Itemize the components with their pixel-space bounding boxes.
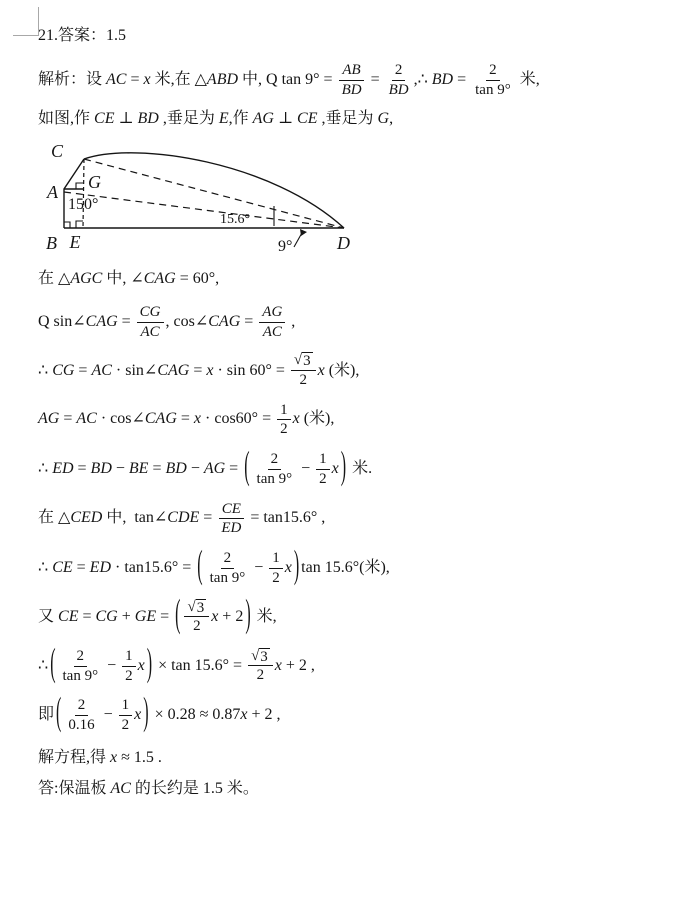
math-text: 2 [223, 550, 232, 567]
math-text: 2 [270, 451, 279, 468]
answer-line [38, 26, 681, 47]
math-text: , [287, 312, 296, 330]
math-variable: ED [89, 558, 111, 576]
math-text: ≈ 1.5 . [117, 748, 162, 766]
math-variable: AB [342, 61, 361, 78]
fraction [472, 61, 514, 100]
math-variable: BD [431, 70, 454, 88]
math-text: 2 [76, 647, 85, 664]
fraction-denominator [254, 470, 296, 489]
math-variable: AC [106, 70, 127, 88]
math-text: 1 [280, 401, 288, 418]
math-text: = [189, 361, 207, 379]
math-variable: x [211, 607, 219, 625]
diagram-marks [64, 183, 303, 247]
leader-arrowhead [300, 229, 307, 236]
math-text: ∴ [38, 558, 53, 576]
math-variable: CDE [167, 509, 200, 527]
fraction-denominator [296, 371, 310, 390]
solution-step-numeric [38, 692, 681, 735]
math-variable: x [193, 410, 202, 428]
solution-step-AG [38, 401, 681, 440]
math-text: 在 △ [38, 509, 71, 527]
fraction-denominator [316, 470, 330, 489]
math-text: − [103, 656, 121, 674]
point-label-E: E [69, 232, 81, 253]
fraction-denominator [122, 667, 136, 686]
diagram-dashed-lines [64, 159, 344, 228]
math-variable: AG [203, 459, 226, 477]
math-text: (米), [299, 410, 335, 428]
math-text: 中, tan∠ [102, 509, 168, 527]
math-text: 米. [348, 459, 373, 477]
fraction [207, 549, 249, 588]
big-left-paren: ( [244, 446, 250, 489]
fraction-denominator [339, 81, 365, 100]
math-variable: ED [52, 459, 74, 477]
math-variable: CE [297, 110, 318, 128]
fraction-numerator [269, 549, 283, 569]
math-text: ⊥ [273, 110, 298, 128]
big-right-paren: ) [293, 545, 300, 588]
math-variable: GE [134, 607, 157, 625]
math-text: = [72, 558, 90, 576]
margin-corner-mark [13, 7, 39, 36]
solution-step-CE-sum [38, 594, 681, 636]
math-text: = [366, 70, 384, 88]
math-text: · cos∠ [96, 410, 145, 428]
point-label-A: A [47, 182, 58, 203]
math-text: , cos∠ [165, 312, 209, 330]
fraction [316, 450, 330, 489]
radical-sign: √ [251, 647, 260, 664]
fraction-denominator [119, 716, 133, 735]
dashed-CD [84, 159, 344, 228]
math-text: + [117, 607, 135, 625]
math-text: = [148, 459, 166, 477]
fraction-denominator [138, 323, 163, 342]
fraction-numerator [291, 352, 316, 371]
solve-result-line [38, 748, 681, 769]
fraction-denominator [386, 81, 412, 100]
math-text: + 2 , [247, 706, 281, 724]
solution-step-triangle-AGC [38, 269, 681, 290]
point-label-B: B [46, 233, 57, 254]
fraction-numerator [219, 500, 244, 520]
math-variable: AC [140, 323, 160, 340]
math-text: 1 [272, 550, 280, 567]
math-variable: AC [110, 779, 131, 797]
math-text: 21.答案：1.5 [38, 27, 127, 44]
math-text: = [156, 607, 174, 625]
square-root [294, 352, 313, 370]
math-text: 2 [272, 569, 280, 586]
fraction [269, 549, 283, 588]
fraction-denominator [218, 519, 244, 538]
radical-sign: √ [293, 352, 303, 369]
math-variable: x [274, 656, 282, 674]
math-text: − [297, 459, 315, 477]
math-text: ⊥ [114, 110, 138, 128]
solution-step-triangle-CED [38, 500, 681, 539]
math-variable: BE [128, 459, 149, 477]
fraction-numerator [259, 303, 285, 323]
math-variable: CE [52, 558, 73, 576]
math-text: = 60°, [175, 270, 220, 288]
fraction [277, 401, 291, 440]
right-angle-mark-G [76, 183, 83, 189]
math-text: − [99, 706, 117, 724]
math-variable: CG [95, 607, 118, 625]
math-text: 2 [77, 697, 86, 714]
fraction-numerator [486, 61, 500, 81]
fraction [386, 61, 412, 100]
math-text: 1 [319, 451, 327, 468]
fraction [60, 647, 102, 686]
math-text: 又 [38, 607, 59, 625]
construction-line [38, 109, 681, 130]
math-variable: x [206, 361, 214, 379]
math-text: = [74, 361, 92, 379]
fraction-denominator [269, 569, 283, 588]
fraction-numerator [221, 549, 235, 569]
solution-step-sin-cos [38, 303, 681, 342]
math-variable: x [134, 706, 142, 724]
math-text: 的长约是 1.5 米。 [130, 779, 259, 797]
math-text: 2 [280, 421, 288, 438]
fraction [119, 696, 133, 735]
math-variable: CE [221, 500, 241, 517]
big-left-paren: ( [56, 692, 62, 735]
solution-step-CG [38, 352, 681, 389]
math-variable: E [218, 110, 229, 128]
math-text: 中, Q tan 9° = [238, 70, 337, 88]
curve-CD [84, 153, 344, 228]
fraction-numerator [119, 696, 133, 716]
angle-label-9: 9° [278, 238, 293, 256]
math-text: , [389, 110, 394, 128]
math-text: tan 9° [256, 470, 293, 487]
fraction-denominator [60, 667, 102, 686]
math-variable: CE [58, 607, 79, 625]
big-left-paren: ( [50, 643, 56, 685]
left-edge-BAC [64, 159, 84, 228]
math-variable: x [317, 361, 325, 379]
solution-content [38, 26, 681, 799]
big-left-paren: ( [175, 594, 181, 636]
math-variable: CAG [143, 270, 176, 288]
math-variable: CED [70, 509, 103, 527]
math-variable: AG [252, 110, 274, 128]
math-text: = [240, 312, 258, 330]
fraction-denominator [277, 420, 291, 439]
math-text: 2 [489, 61, 497, 78]
fraction-denominator [472, 81, 514, 100]
math-text: ∴ [38, 656, 49, 674]
fraction-numerator [392, 61, 406, 81]
math-variable: CAG [85, 312, 118, 330]
radicand: 3 [303, 353, 311, 370]
radicand: 3 [260, 648, 268, 665]
fraction-numerator [137, 303, 164, 323]
math-text: = [453, 70, 471, 88]
analysis-line [38, 61, 681, 100]
math-text: ∴ [38, 459, 53, 477]
math-text: + 2 , [281, 656, 315, 674]
math-text: · sin∠ [111, 361, 158, 379]
conclusion-line [38, 779, 681, 800]
big-right-paren: ) [340, 446, 347, 489]
math-text: = tan15.6° , [246, 509, 326, 527]
fraction-denominator [65, 716, 97, 735]
big-right-paren: ) [143, 692, 149, 735]
math-text: tan 15.6°(米), [301, 558, 390, 576]
math-text: Q sin∠ [38, 312, 86, 330]
math-variable: BD [388, 81, 409, 98]
math-variable: CG [139, 303, 161, 320]
math-text: = [59, 410, 77, 428]
math-text: tan 9° [209, 569, 246, 586]
math-variable: x [143, 70, 151, 88]
math-variable: x [331, 459, 339, 477]
solution-step-ED [38, 446, 681, 489]
math-text: × 0.28 ≈ 0.87 [150, 706, 241, 724]
fraction-numerator [184, 599, 209, 618]
math-variable: ABD [206, 70, 239, 88]
math-text: = [73, 459, 91, 477]
math-variable: x [110, 748, 118, 766]
math-variable: CE [94, 110, 115, 128]
math-text: 米, [515, 70, 540, 88]
math-variable: ED [221, 520, 242, 537]
math-text: 答:保温板 [38, 779, 111, 797]
math-text: + 2 [218, 607, 244, 625]
math-variable: AC [262, 323, 282, 340]
fraction-denominator [190, 617, 204, 636]
math-text: 2 [394, 61, 403, 78]
math-variable: BD [137, 110, 159, 128]
fraction [184, 599, 209, 636]
math-text: 2 [319, 470, 327, 487]
math-text: 2 [125, 667, 133, 684]
math-variable: x [292, 410, 300, 428]
angle-label-150: 150° [68, 196, 99, 214]
fraction-numerator [277, 401, 291, 421]
fraction [122, 647, 136, 686]
math-text: = [176, 410, 194, 428]
math-text: 米, [252, 607, 277, 625]
math-text: ,垂足为 [158, 110, 219, 128]
math-text: 米,在 △ [150, 70, 207, 88]
fraction [65, 696, 97, 735]
point-label-D: D [337, 233, 350, 254]
math-text: = [199, 509, 217, 527]
math-text: − [111, 459, 129, 477]
math-text: 1 [125, 647, 133, 664]
math-text: 2 [121, 717, 130, 734]
right-angle-mark-B [64, 222, 70, 228]
math-variable: x [284, 558, 292, 576]
fraction [248, 648, 273, 685]
fraction-numerator [74, 647, 88, 667]
math-text: tan 9° [475, 81, 511, 98]
math-variable: AG [38, 410, 60, 428]
math-text: ,作 [228, 110, 253, 128]
math-text: × tan 15.6° = [154, 656, 247, 674]
math-text: ,垂足为 [317, 110, 378, 128]
fraction-numerator [316, 450, 330, 470]
fraction [254, 450, 296, 489]
math-variable: AC [91, 361, 112, 379]
square-root [251, 648, 270, 666]
math-text: 2 [299, 371, 307, 388]
math-text: 中, ∠ [102, 270, 144, 288]
math-text: ∴ [38, 361, 53, 379]
fraction-numerator [339, 61, 363, 81]
fraction [339, 61, 365, 100]
math-variable: CAG [208, 312, 241, 330]
math-text: = [225, 459, 243, 477]
fraction [218, 500, 244, 539]
fraction [291, 352, 316, 389]
math-variable: CG [52, 361, 75, 379]
math-text: − [186, 459, 204, 477]
math-variable: AGC [70, 270, 103, 288]
math-variable: CAG [144, 410, 177, 428]
math-variable: AG [262, 303, 283, 320]
math-text: = [117, 312, 135, 330]
math-text: · tan15.6° = [111, 558, 196, 576]
math-text: 解方程,得 [38, 748, 111, 766]
math-text: (米), [324, 361, 360, 379]
geometry-diagram [22, 136, 367, 261]
fraction-numerator [75, 696, 89, 716]
fraction-denominator [260, 323, 285, 342]
fraction-numerator [268, 450, 282, 470]
right-angle-mark-E [76, 221, 83, 228]
math-text: 0.16 [68, 717, 95, 734]
math-text: − [250, 558, 268, 576]
dashed-CE [83, 159, 84, 228]
math-text: = [126, 70, 144, 88]
fraction-denominator [207, 569, 249, 588]
math-variable: AC [76, 410, 97, 428]
angle-label-15-6: 15.6° [220, 212, 251, 228]
solution-step-equation [38, 643, 681, 686]
math-variable: G [377, 110, 390, 128]
math-text: 如图,作 [38, 110, 95, 128]
math-text: · sin 60° = [213, 361, 289, 379]
math-variable: BD [165, 459, 187, 477]
math-variable: x [137, 656, 145, 674]
math-variable: CAG [157, 361, 190, 379]
big-left-paren: ( [197, 545, 203, 588]
math-text: 解析：设 [38, 70, 107, 88]
math-text: = [78, 607, 96, 625]
math-text: 即 [38, 706, 55, 724]
math-text: 1 [121, 697, 130, 714]
radical-sign: √ [187, 598, 196, 615]
math-text: · cos60° = [201, 410, 276, 428]
math-variable: x [240, 706, 248, 724]
math-text: tan 9° [62, 667, 99, 684]
big-right-paren: ) [146, 643, 153, 685]
solution-step-CE [38, 545, 681, 588]
math-text: 2 [256, 667, 265, 684]
square-root [187, 599, 206, 617]
fraction [137, 303, 164, 342]
fraction [259, 303, 285, 342]
big-right-paren: ) [245, 594, 251, 636]
math-text: ,∴ [413, 70, 432, 88]
fraction-denominator [254, 666, 268, 685]
radicand: 3 [196, 599, 205, 616]
point-label-G: G [88, 172, 101, 193]
math-variable: BD [90, 459, 112, 477]
fraction-numerator [248, 648, 273, 667]
fraction-numerator [122, 647, 136, 667]
math-text: 2 [193, 618, 201, 635]
math-text: 在 △ [38, 270, 71, 288]
point-label-C: C [50, 141, 63, 162]
math-variable: BD [341, 81, 362, 98]
